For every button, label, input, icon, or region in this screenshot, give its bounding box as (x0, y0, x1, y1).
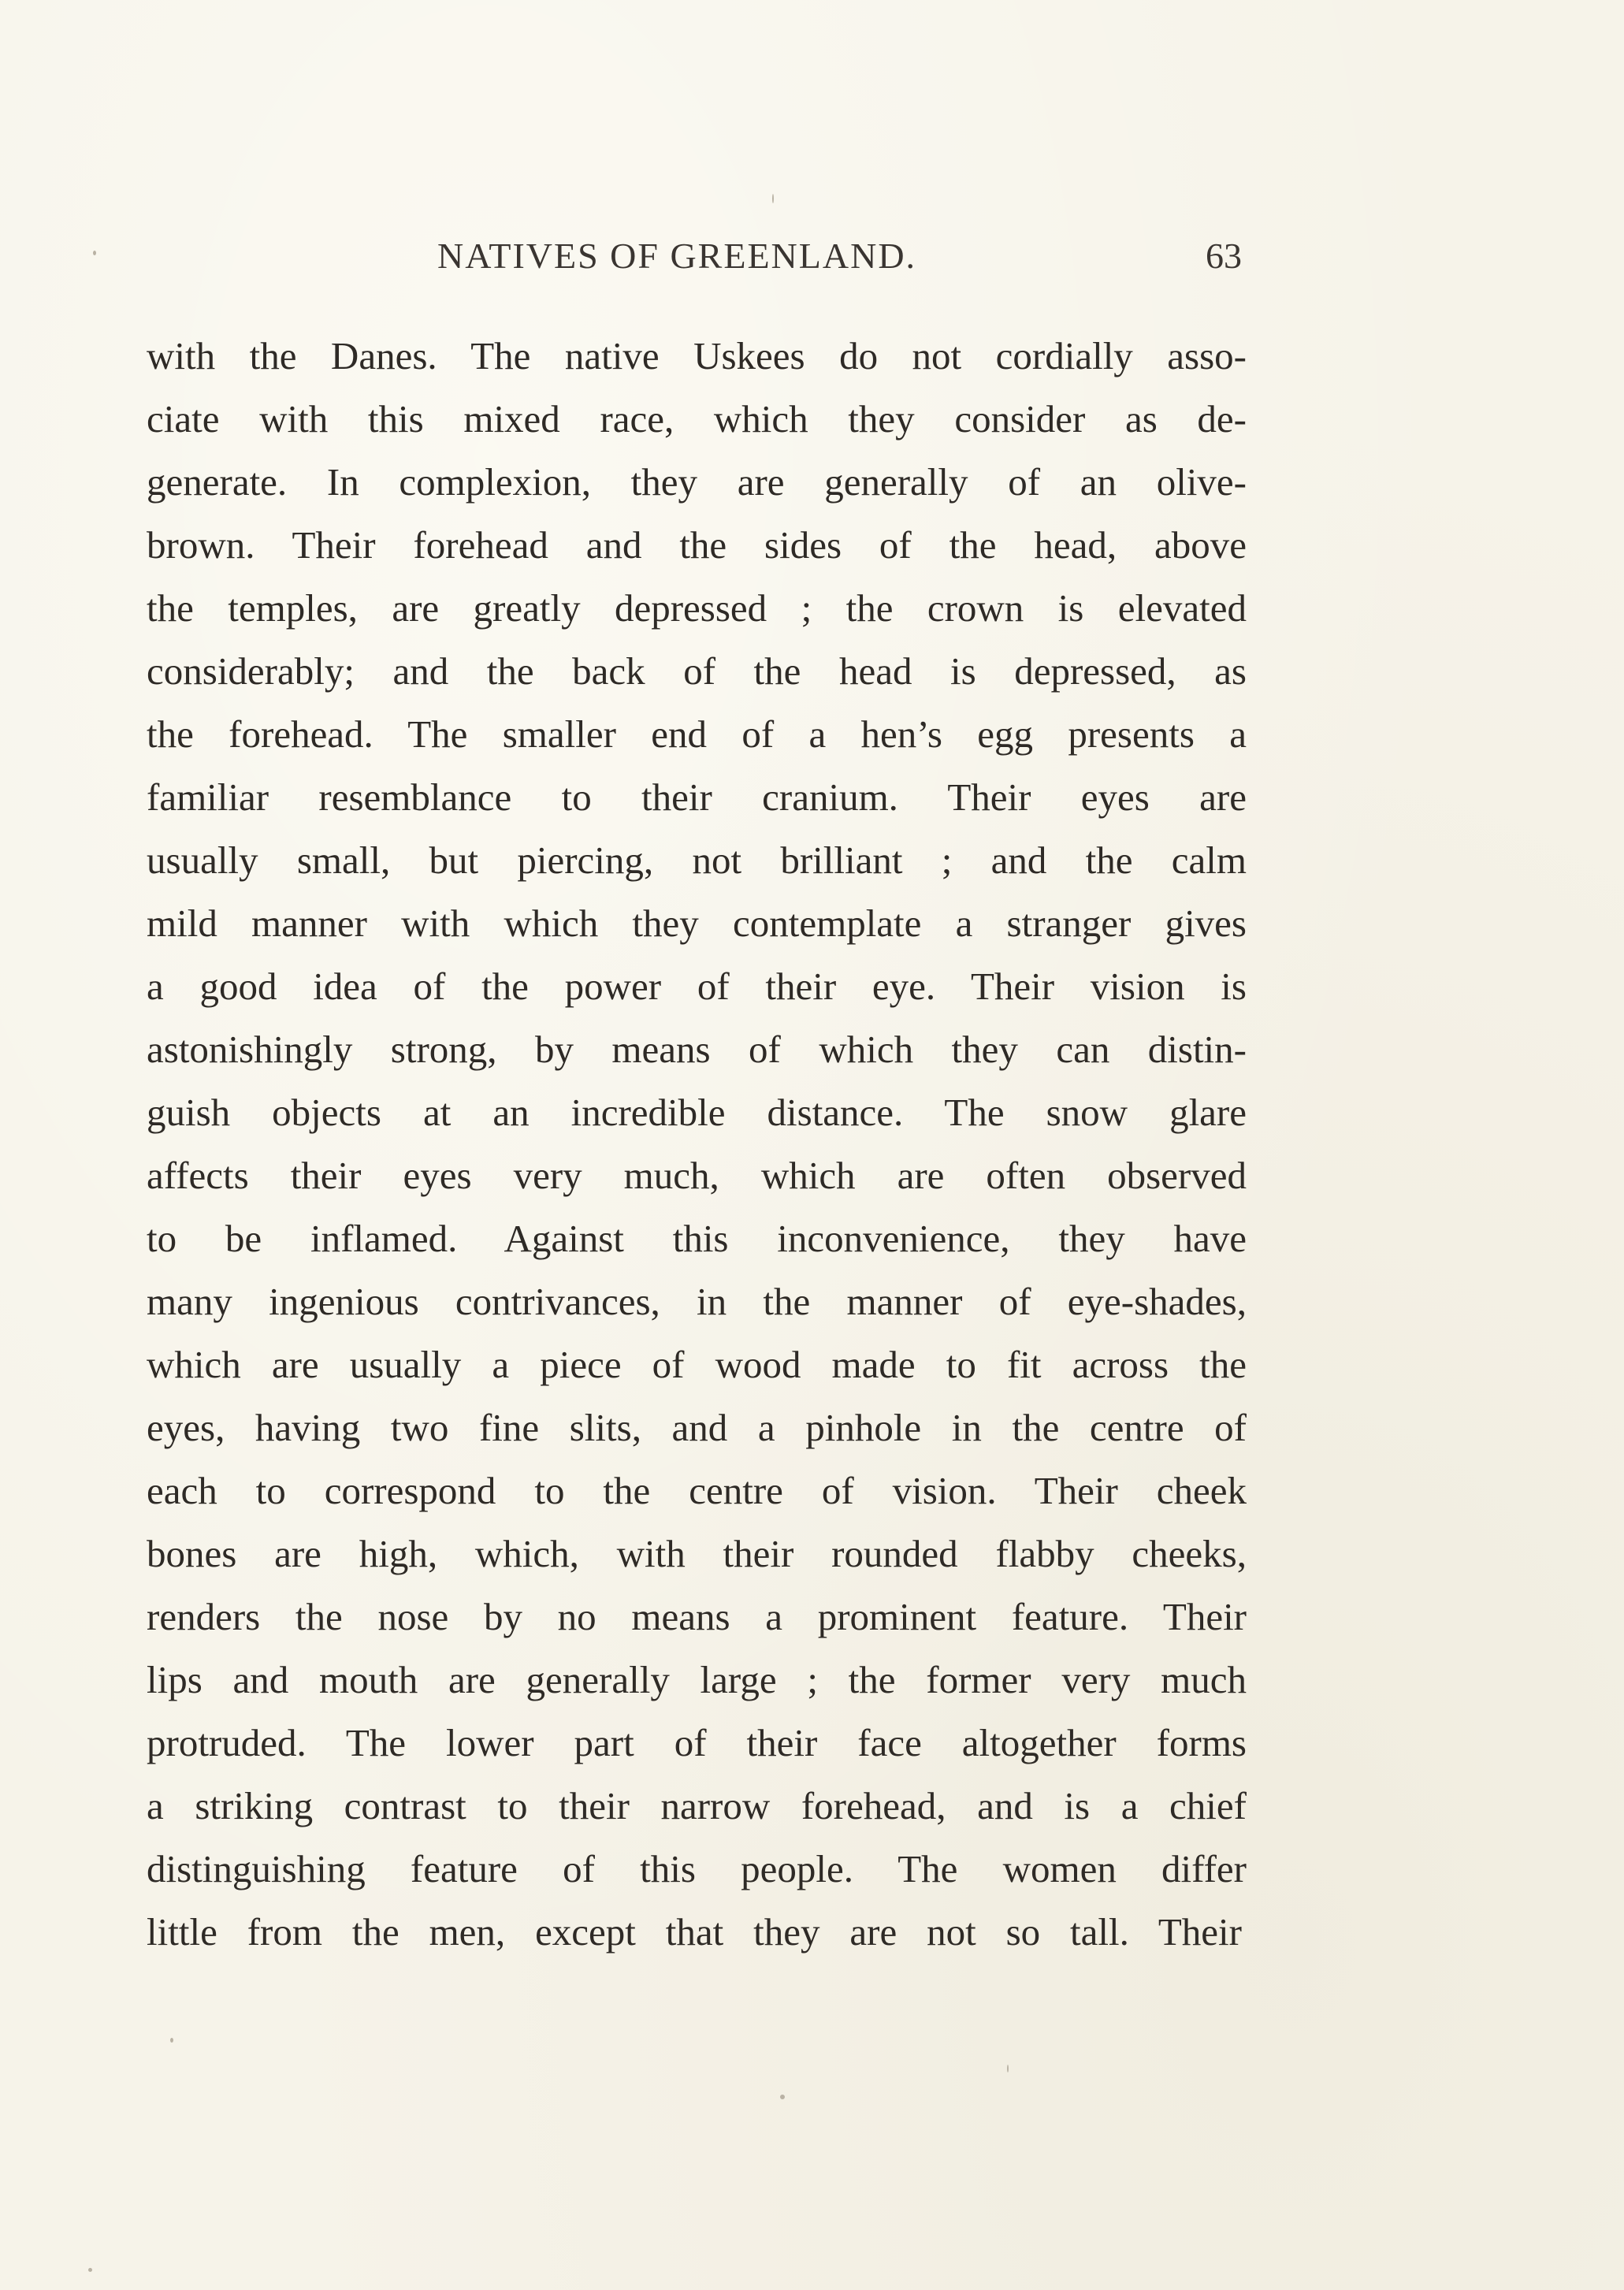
page-number: 63 (1206, 236, 1242, 276)
text-line: protruded. The lower part of their face altogether forms (147, 1721, 1247, 1764)
text-line: with the Danes. The native Uskees do not cordially asso- (147, 334, 1247, 377)
text-line: a good idea of the power of their eye. Their vision is (147, 965, 1247, 1008)
text-line: which are usually a piece of wood made to fit across the (147, 1343, 1247, 1386)
paper-speck (780, 2095, 785, 2099)
text-line: little from the men, except that they are not so tall. Their (147, 1910, 1242, 1954)
paper-speck (170, 2038, 173, 2043)
text-line: astonishingly strong, by means of which they can distin- (147, 1028, 1247, 1071)
text-line: each to correspond to the centre of vision. Their cheek (147, 1469, 1247, 1512)
paper-speck (93, 251, 96, 255)
text-line: usually small, but piercing, not brilliant ; and the calm (147, 838, 1247, 882)
text-line: eyes, having two fine slits, and a pinhole in the centre of (147, 1406, 1247, 1449)
text-line: lips and mouth are generally large ; the former very much (147, 1658, 1247, 1701)
text-line: renders the nose by no means a prominent feature. Their (147, 1595, 1247, 1638)
text-line: considerably; and the back of the head is depressed, as (147, 649, 1247, 693)
text-line: the temples, are greatly depressed ; the crown is elevated (147, 586, 1247, 630)
text-line: ciate with this mixed race, which they consider as de- (147, 397, 1247, 441)
text-line: guish objects at an incredible distance. The snow glare (147, 1091, 1247, 1134)
text-line: the forehead. The smaller end of a hen’s egg presents a (147, 712, 1247, 756)
text-line: bones are high, which, with their rounded flabby cheeks, (147, 1532, 1247, 1575)
text-line: familiar resemblance to their cranium. Their eyes are (147, 775, 1247, 819)
text-line: affects their eyes very much, which are often observed (147, 1154, 1247, 1197)
body-text (147, 325, 1247, 1964)
running-title: NATIVES OF GREENLAND. (437, 236, 917, 276)
paper-speck (772, 194, 774, 203)
text-line: distinguishing feature of this people. The women differ (147, 1847, 1247, 1890)
text-line: brown. Their forehead and the sides of the head, above (147, 523, 1247, 567)
text-line: mild manner with which they contemplate a stranger gives (147, 902, 1247, 945)
text-line: generate. In complexion, they are generally of an olive- (147, 460, 1247, 504)
text-line: to be inflamed. Against this inconvenience, they have (147, 1217, 1247, 1260)
text-line: many ingenious contrivances, in the manner of eye-shades, (147, 1280, 1247, 1323)
paper-speck (88, 2268, 92, 2272)
text-line: a striking contrast to their narrow forehead, and is a chief (147, 1784, 1247, 1827)
paper-speck (1007, 2065, 1009, 2073)
